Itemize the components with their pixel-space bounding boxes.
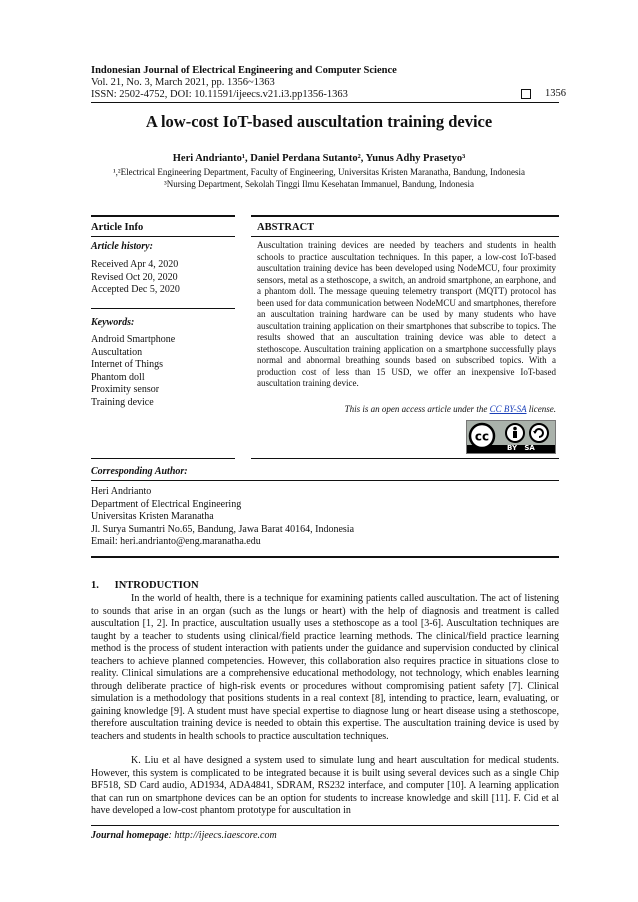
page-number-group <box>521 88 566 99</box>
keyword-item: Internet of Things <box>91 359 164 370</box>
history-accepted: Accepted Dec 5, 2020 <box>91 284 180 295</box>
homepage-url[interactable]: : http://ijeecs.iaescore.com <box>168 830 277 841</box>
license-line <box>257 404 556 414</box>
keyword-item: Auscultation <box>91 346 143 358</box>
journal-name: Indonesian Journal of Electrical Engineering and Computer Science <box>91 65 397 76</box>
author-email: Email: heri.andrianto@eng.maranatha.edu <box>91 536 261 547</box>
keyword-item: Phantom doll <box>91 371 145 383</box>
keyword-item: Training device <box>91 396 154 408</box>
abstract-text: Auscultation training devices are needed by teachers and students in health schools to practice auscultation techniques. In this paper, a low-cost IoT-based auscultation training device has been developed using NodeMCU, four proximity sensors, metal as a stethoscope, a switch, an android smartphone, an earphone, and a phantom doll. The message queuing telemetry transport (MQTT) protocol has been used for data communication between NodeMCU and smartphones, therefore an auscultation training hardware can be used by many students who have auscultation training application on their smartphones that subscribe to topics. The results showed that an auscultation training device was able to detect a stethoscope. Auscultation training application on a smartphone successfully plays normal and abnormal breathing sounds based on subscribed topics. With a production cost of less than 15 USD, we offer an inexpensive IoT-based auscultation training device. <box>257 240 556 388</box>
keywords-rule <box>91 308 235 309</box>
paper-title: A low-cost IoT-based auscultation training device <box>145 112 493 131</box>
abstract-heading: ABSTRACT <box>257 222 315 233</box>
introduction-paragraph-2 <box>91 755 559 818</box>
page-number: 1356 <box>545 88 566 99</box>
paragraph-text: K. Liu et al have designed a system used to simulate lung and heart auscultation for medical students. However, this system is complicated to be integrated because it is built using several devices such as a single Chip BF518, SD Card audio, AD1934, ADA4841, SDRAM, RS232 interface, and computer [10]. A learning application that can run on smartphone devices can be an option for students to increase knowledge and skill [11]. F. Cid et al have developed a low-cost phantom prototype for auscultation in <box>91 755 559 816</box>
corresponding-rule <box>91 480 559 481</box>
journal-homepage <box>91 830 277 841</box>
svg-text:cc: cc <box>474 429 490 444</box>
license-link[interactable]: CC BY-SA <box>489 404 527 414</box>
homepage-label: Journal homepage <box>91 830 169 841</box>
affiliation-2: ³Nursing Department, Sekolah Tinggi Ilmu Kesehatan Immanuel, Bandung, Indonesia <box>164 179 474 189</box>
paper-authors: Heri Andrianto¹, Daniel Perdana Sutanto², Yunus Adhy Prasetyo³ <box>172 153 466 164</box>
introduction-heading: 1. INTRODUCTION <box>91 580 199 591</box>
article-info-top-rule <box>91 215 235 217</box>
history-heading: Article history: <box>91 241 153 252</box>
keyword-item: Proximity sensor <box>91 384 160 395</box>
article-info-heading: Article Info <box>91 222 144 233</box>
author-department: Department of Electrical Engineering <box>91 498 242 510</box>
cc-by-sa-badge[interactable] <box>466 420 556 454</box>
abstract-top-rule <box>251 215 559 217</box>
history-list <box>91 259 180 297</box>
keywords-heading: Keywords: <box>91 317 135 328</box>
square-icon <box>521 89 531 99</box>
license-suffix: license. <box>526 404 556 414</box>
history-revised: Revised Oct 20, 2020 <box>91 271 178 283</box>
journal-issn: ISSN: 2502-4752, DOI: 10.11591/ijeecs.v21.i3.pp1356-1363 <box>91 89 348 100</box>
author-address: Jl. Surya Sumantri No.65, Bandung, Jawa Barat 40164, Indonesia <box>91 523 355 535</box>
abstract-rule <box>251 236 559 237</box>
history-received: Received Apr 4, 2020 <box>91 259 179 270</box>
article-info-bottom-rule <box>91 458 235 459</box>
keywords-list <box>91 334 175 409</box>
abstract-bottom-rule <box>251 458 559 459</box>
journal-volume: Vol. 21, No. 3, March 2021, pp. 1356~1363 <box>91 77 275 88</box>
paragraph-text: In the world of health, there is a technique for examining patients called auscultation. The act of listening to sounds that arise in an organ (such as the lungs or heart) with the help of diagnosis and treatment is called auscultation [1, 2]. In practice, auscultation usually uses a stethoscope as a tool [3-6]. Auscultation techniques are taught by a teacher to students using clinical/field practice learning methods. The clinical/field practice learning method is the process of student interaction with patients under the guidance and supervision conducted by clinical teachers to achieve planned competencies. However, this collaboration also requires practice in situations close to reality. Clinical simulations are a comprehensive educational methodology, not technology, which enables learning through deliberate practice of high-risk events or procedures without compromising patient safety [7]. Clinical simulation is a methodology that positions students in a real context [8], intending to practice, learn, evaluating, or gaining knowledge [9]. A student must have special expertise to diagnose lung or heart disease using a stethoscope, therefore auscultation training device is needed to obtain this expertise. The auscultation training device is used by teachers and students in health schools to practice auscultation techniques. <box>91 593 559 742</box>
badge-label: BY SA <box>507 444 535 452</box>
article-info-rule <box>91 236 235 237</box>
affiliation-1: ¹,²Electrical Engineering Department, Faculty of Engineering, Universitas Kristen Maranatha, Bandung, Indonesia <box>112 167 526 177</box>
footer-divider <box>91 825 559 826</box>
corresponding-heading: Corresponding Author: <box>91 466 188 477</box>
author-university: Universitas Kristen Maranatha <box>91 511 214 522</box>
introduction-paragraph-1 <box>91 593 559 743</box>
header-divider <box>91 102 559 103</box>
corresponding-details <box>91 486 354 549</box>
keyword-item: Android Smartphone <box>91 334 176 345</box>
author-name: Heri Andrianto <box>91 486 152 497</box>
license-prefix: This is an open access article under the <box>344 404 490 414</box>
front-matter-bottom-rule <box>91 556 559 558</box>
